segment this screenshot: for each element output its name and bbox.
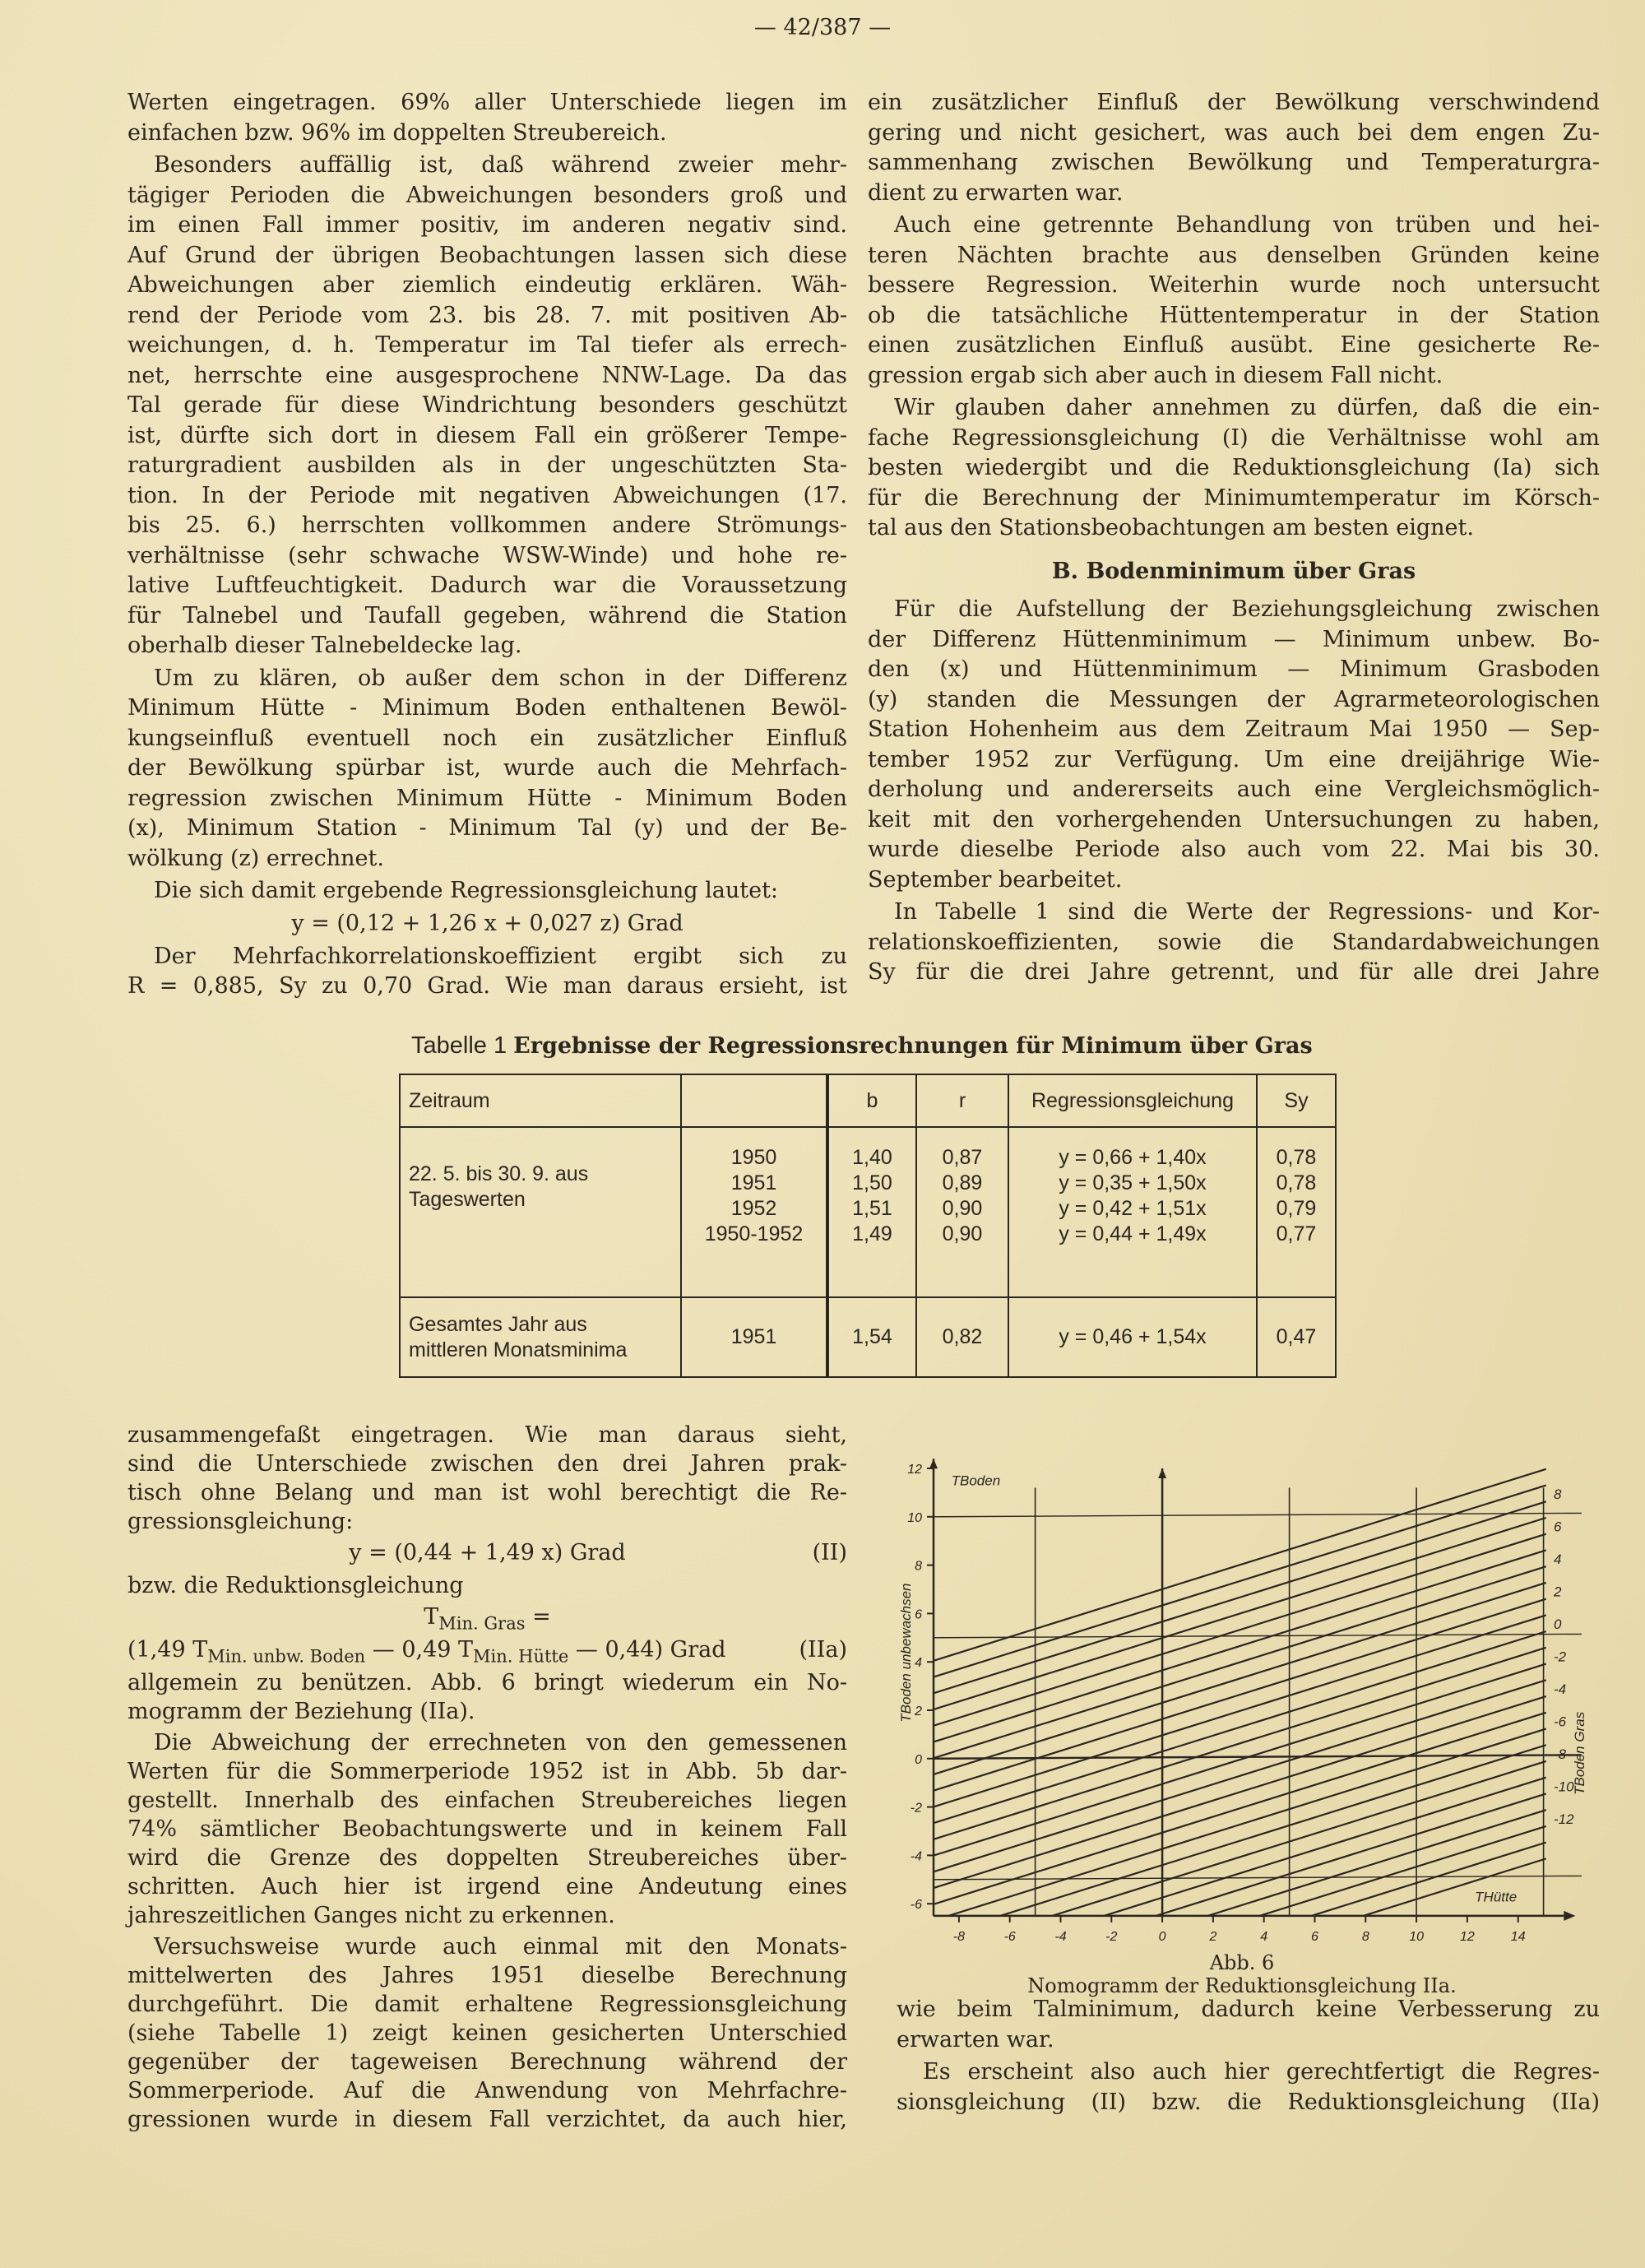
table-header-row — [400, 1074, 1336, 1127]
text-line: den (x) und Hüttenminimum — Minimum Grasboden — [868, 656, 1600, 682]
period-line: Tageswerten — [409, 1187, 526, 1211]
text-line: einen zusätzlichen Einfluß ausübt. Eine gesicherte Re- — [868, 332, 1600, 358]
text-line: (x), Minimum Station - Minimum Tal (y) und der Be- — [127, 815, 847, 841]
paragraph — [127, 151, 847, 661]
y-tick-label: -6 — [910, 1898, 922, 1913]
cell-value: y = 0,46 + 1,54x — [1059, 1325, 1207, 1348]
isoline-gras — [934, 1583, 1546, 1774]
cell-b — [827, 1297, 916, 1377]
text-line: jahreszeitlichen Ganges nicht zu erkennen. — [127, 1903, 615, 1928]
y-axis-label: TBoden unbewachsen — [898, 1583, 914, 1723]
equation-body — [424, 1604, 551, 1634]
cell-value: 1,51 — [852, 1196, 892, 1220]
y-tick-label: -2 — [910, 1801, 922, 1816]
paragraph — [897, 1995, 1600, 2055]
isoline-gras — [934, 1631, 1546, 1823]
isoline-gras — [1000, 1745, 1546, 1916]
text-line: dient zu erwarten war. — [868, 179, 1124, 206]
x-tick-label: 4 — [1260, 1929, 1268, 1944]
isoline-gras — [934, 1664, 1546, 1856]
header-b: b — [827, 1074, 916, 1127]
text-line: durchgeführt. Die damit erhaltene Regressionsgleichung — [127, 1992, 847, 2017]
arrow-icon — [1158, 1468, 1166, 1478]
paragraph — [868, 211, 1600, 391]
text-line: Station Hohenheim aus dem Zeitraum Mai 1950 — Sep- — [868, 717, 1600, 742]
text-line: für die Berechnung der Minimumtemperatur im Körsch- — [868, 485, 1600, 511]
text-column-bottom-right — [897, 1995, 1600, 2120]
text-line: oberhalb dieser Talnebeldecke lag. — [127, 633, 522, 658]
equation-text: — 0,49 T — [365, 1637, 474, 1663]
equation-body — [127, 1637, 726, 1667]
equation-text: (1,49 T — [127, 1637, 208, 1663]
paragraph — [127, 942, 847, 1002]
paragraph — [127, 1728, 847, 1930]
x-tick-label: -8 — [952, 1929, 966, 1944]
cell-value: 1950-1952 — [704, 1222, 804, 1245]
cell-r — [916, 1127, 1008, 1297]
paragraph — [127, 664, 847, 874]
text-line: mittelwerten des Jahres 1951 dieselbe Berechnung — [127, 1963, 847, 1988]
figure-label: Abb. 6 — [1209, 1951, 1275, 1974]
paragraph — [868, 88, 1600, 208]
cell-value: 1,54 — [852, 1325, 892, 1348]
x-tick-label: 6 — [1311, 1929, 1318, 1944]
equation-number: (IIa) — [799, 1637, 847, 1663]
text-column-bottom-left — [127, 1421, 847, 2136]
period-line: Gesamtes Jahr aus — [409, 1312, 587, 1336]
isoline-gras — [934, 1713, 1546, 1904]
cell-sy — [1257, 1127, 1336, 1297]
text-line: 74% sämtlicher Beobachtungswerte und in keinem Fall — [127, 1816, 847, 1842]
cell-value: 0,78 — [1276, 1145, 1317, 1169]
equation-text: y = (0,12 + 1,26 x + 0,027 z) Grad — [291, 910, 683, 936]
text-line: Wir glauben daher annehmen zu dürfen, daß die ein- — [894, 395, 1600, 420]
text-line: In Tabelle 1 sind die Werte der Regressions- und Kor- — [894, 899, 1600, 925]
text-line: allgemein zu benützen. Abb. 6 bringt wiederum ein No- — [127, 1670, 847, 1695]
text-line: R = 0,885, Sy zu 0,70 Grad. Wie man daraus ersieht, ist — [127, 973, 847, 999]
period-line: 22. 5. bis 30. 9. aus — [409, 1162, 589, 1185]
equation-body — [291, 911, 683, 936]
paragraph — [127, 88, 847, 148]
cell-equation — [1008, 1297, 1257, 1377]
paragraph — [127, 876, 847, 907]
cell-value: 0,47 — [1276, 1325, 1317, 1348]
x-tick-label: -6 — [1003, 1929, 1016, 1944]
text-line: sind die Unterschiede zwischen den drei Jahren prak- — [127, 1451, 847, 1477]
cell-period — [400, 1297, 681, 1377]
text-line: gressionen wurde in diesem Fall verzichtet, da auch hier, — [127, 2107, 847, 2132]
isoline-label: -2 — [1553, 1649, 1567, 1665]
text-line: Der Mehrfachkorrelationskoeffizient ergibt sich zu — [154, 943, 847, 969]
paragraph — [897, 2057, 1600, 2117]
paragraph — [868, 595, 1600, 895]
y-tick-label: -4 — [910, 1849, 922, 1864]
results-table — [399, 1074, 1337, 1378]
isoline-gras — [1052, 1761, 1546, 1916]
text-line: Sommerperiode. Auf die Anwendung von Mehrfachre- — [127, 2078, 847, 2103]
cell-value: 0,89 — [942, 1171, 983, 1194]
isoline-gras — [934, 1486, 1546, 1677]
equation — [127, 1635, 847, 1668]
text-line: Werten eingetragen. 69% aller Unterschiede liegen im — [127, 90, 847, 115]
text-column-top-left — [127, 88, 847, 1004]
equation-text: T — [424, 1604, 439, 1630]
paragraph — [127, 1421, 847, 1536]
cell-value: 1,40 — [852, 1145, 892, 1169]
cell-value: 1951 — [730, 1171, 777, 1194]
cell-r — [916, 1297, 1008, 1377]
text-line: schritten. Auch hier ist irgend eine Andeutung eines — [127, 1874, 847, 1899]
figure-caption: Nomogramm der Reduktionsgleichung IIa. — [1027, 1974, 1457, 1997]
text-line: ein zusätzlicher Einfluß der Bewölkung verschwindend — [868, 90, 1600, 115]
cell-sy — [1257, 1297, 1336, 1377]
text-line: ist, dürfte sich dort in diesem Fall ein größerer Tempe- — [127, 422, 847, 448]
cell-value: 0,87 — [942, 1145, 983, 1169]
isoline-gras — [934, 1469, 1546, 1661]
equation-text: y = (0,44 + 1,49 x) Grad — [349, 1540, 626, 1565]
header-r: r — [916, 1074, 1008, 1127]
text-line: der Differenz Hüttenminimum — Minimum unbew. Bo- — [868, 626, 1600, 652]
y-tick-label: 12 — [907, 1463, 922, 1477]
isoline-gras — [1363, 1858, 1545, 1916]
nomogram-figure — [872, 1448, 1612, 1991]
x-axis-arrow-icon — [1564, 1911, 1575, 1921]
cell-value: 0,90 — [942, 1222, 983, 1245]
table-row — [400, 1127, 1336, 1297]
text-line: wurde dieselbe Periode also auch vom 22. Mai bis 30. — [868, 837, 1600, 862]
text-line: Die Abweichung der errechneten von den gemessenen — [154, 1730, 847, 1755]
paragraph — [868, 897, 1600, 988]
x-tick-label: 12 — [1460, 1929, 1475, 1944]
text-line: zusammengefaßt eingetragen. Wie man daraus sieht, — [127, 1422, 847, 1448]
text-line: (y) standen die Messungen der Agrarmeteorologischen — [868, 686, 1600, 712]
isoline-label: 4 — [1553, 1551, 1562, 1568]
cell-value: y = 0,44 + 1,49x — [1059, 1222, 1207, 1245]
isoline-gras — [934, 1599, 1546, 1791]
text-line: gestellt. Innerhalb des einfachen Streubereiches liegen — [127, 1788, 847, 1813]
cell-years — [681, 1127, 827, 1297]
isoline-gras — [934, 1518, 1546, 1709]
text-line: bessere Regression. Weiterhin wurde noch untersucht — [868, 272, 1600, 298]
text-line: ob die tatsächliche Hüttentemperatur in der Station — [868, 302, 1600, 328]
paragraph — [127, 1668, 847, 1726]
equation-body — [349, 1540, 625, 1565]
cell-years — [681, 1297, 827, 1377]
y-tick-label: 10 — [907, 1510, 922, 1525]
cell-b — [827, 1127, 916, 1297]
isoline-label: 2 — [1553, 1584, 1562, 1600]
header-sy: Sy — [1257, 1074, 1336, 1127]
equation-text: — 0,44) Grad — [568, 1637, 726, 1663]
text-line: gering und nicht gesichert, was auch bei dem engen Zu- — [868, 119, 1600, 146]
x-tick-label: 14 — [1510, 1929, 1526, 1944]
isoline-label: -12 — [1553, 1811, 1574, 1827]
equation-subscript: Min. Hütte — [473, 1646, 569, 1667]
text-line: sionsgleichung (II) bzw. die Reduktionsgleichung (IIa) — [897, 2089, 1600, 2115]
reference-line-horizontal — [934, 1755, 1582, 1758]
cell-value: 1951 — [730, 1325, 777, 1348]
text-line: Um zu klären, ob außer dem schon in der Differenz — [154, 665, 847, 691]
text-line: raturgradient ausbilden als in der ungeschützten Sta- — [127, 452, 847, 478]
isoline-label: -8 — [1553, 1746, 1567, 1762]
isoline-gras — [1311, 1843, 1545, 1916]
text-line: (siehe Tabelle 1) zeigt keinen gesicherten Unterschied — [127, 2020, 847, 2046]
equation-subscript: Min. unbw. Boden — [207, 1646, 366, 1667]
x-tick-label: -4 — [1054, 1929, 1067, 1944]
isoline-gras — [934, 1680, 1546, 1871]
text-line: net, herrschte eine ausgesprochene NNW-Lage. Da das — [127, 362, 847, 388]
cell-value: y = 0,42 + 1,51x — [1059, 1196, 1207, 1220]
paragraph — [868, 393, 1600, 544]
text-column-top-right — [868, 88, 1600, 990]
text-line: kungseinfluß eventuell noch ein zusätzlicher Einfluß — [127, 725, 847, 751]
cell-value: 1,50 — [852, 1171, 892, 1194]
paragraph — [127, 1932, 847, 2134]
period-line: mittleren Monatsminima — [409, 1338, 628, 1361]
header-regressionsgleichung: Regressionsgleichung — [1008, 1074, 1257, 1127]
text-line: tion. In der Periode mit negativen Abweichungen (17. — [127, 482, 847, 508]
cell-equation — [1008, 1127, 1257, 1297]
equation-number: (II) — [812, 1540, 847, 1565]
cell-period — [400, 1127, 681, 1297]
text-line: einfachen bzw. 96% im doppelten Streubereich. — [127, 119, 667, 146]
isoline-label: 0 — [1553, 1616, 1562, 1633]
cell-value: 0,82 — [942, 1325, 983, 1348]
text-line: sammenhang zwischen Bewölkung und Temperaturgra- — [868, 150, 1600, 175]
table-caption — [411, 1032, 1313, 1060]
header-year — [681, 1074, 827, 1127]
text-line: erwarten war. — [897, 2026, 1054, 2052]
y-tick-label: 4 — [915, 1656, 922, 1671]
equation — [127, 1538, 847, 1571]
text-line: teren Nächten brachte aus denselben Gründen keine — [868, 242, 1600, 268]
text-line: Abweichungen aber ziemlich eindeutig erklären. Wäh- — [127, 272, 847, 298]
text-line: Tal gerade für diese Windrichtung besonders geschützt — [127, 392, 847, 418]
equation-text: = — [525, 1604, 551, 1630]
isoline-label: -10 — [1553, 1779, 1574, 1795]
isoline-gras — [934, 1501, 1546, 1693]
x-tick-label: -2 — [1105, 1929, 1118, 1944]
text-line: wölkung (z) errechnet. — [127, 845, 384, 871]
text-line: Es erscheint also auch hier gerechtfertigt die Regres- — [923, 2059, 1600, 2085]
text-line: wird die Grenze des doppelten Streubereiches über- — [127, 1845, 847, 1871]
text-line: Sy für die drei Jahre getrennt, und für alle drei Jahre — [868, 959, 1600, 985]
text-line: der Bewölkung spürbar ist, wurde auch die Mehrfach- — [127, 755, 847, 781]
cell-value: 0,90 — [942, 1196, 983, 1220]
text-line: derholung und andererseits auch eine Vergleichsmöglich- — [868, 777, 1600, 802]
text-line: bzw. die Reduktionsgleichung — [127, 1573, 464, 1598]
text-line: Besonders auffällig ist, daß während zweier mehr- — [154, 152, 847, 178]
isoline-label: 8 — [1553, 1486, 1562, 1503]
page-number: — 42/387 — — [753, 15, 892, 40]
text-line: keit mit den vorhergehenden Untersuchungen zu haben, — [868, 806, 1600, 833]
x-tick-label: 0 — [1158, 1929, 1166, 1944]
text-line: wie beim Talminimum, dadurch keine Verbesserung zu — [897, 1997, 1600, 2022]
y-axis-top-label: TBoden — [951, 1473, 1001, 1489]
text-line: lative Luftfeuchtigkeit. Dadurch war die Voraussetzung — [127, 573, 847, 598]
text-line: fache Regressionsgleichung (I) die Verhältnisse wohl am — [868, 424, 1600, 451]
y-tick-label: 6 — [915, 1607, 922, 1622]
text-line: tisch ohne Belang und man ist wohl berechtigt die Re- — [127, 1480, 847, 1505]
text-line: tember 1952 zur Verfügung. Um eine dreijährige Wie- — [868, 746, 1600, 772]
text-line: Werten für die Sommerperiode 1952 ist in Abb. 5b dar- — [127, 1759, 847, 1784]
cell-value: y = 0,35 + 1,50x — [1059, 1171, 1207, 1194]
text-line: Für die Aufstellung der Beziehungsgleichung zwischen — [894, 596, 1600, 622]
table-title: Ergebnisse der Regressionsrechnungen für Minimum über Gras — [513, 1033, 1313, 1059]
isoline-gras — [934, 1615, 1546, 1807]
text-line: relationskoeffizienten, sowie die Standardabweichungen — [868, 929, 1600, 955]
isoline-gras — [934, 1566, 1546, 1758]
right-axis-label: TBoden Gras — [1572, 1711, 1588, 1795]
y-axis-arrow-icon — [929, 1459, 938, 1468]
cell-value: 1952 — [730, 1196, 777, 1220]
text-line: Minimum Hütte - Minimum Boden enthaltenen Bewöl- — [127, 695, 847, 721]
text-line: rend der Periode vom 23. bis 28. 7. mit positiven Ab- — [127, 302, 847, 328]
text-line: für Talnebel und Taufall gegeben, während die Station — [127, 602, 847, 628]
text-line: regression zwischen Minimum Hütte - Minimum Boden — [127, 785, 847, 811]
x-tick-label: 8 — [1361, 1929, 1369, 1944]
text-line: Versuchsweise wurde auch einmal mit den Monats- — [154, 1934, 847, 1960]
isoline-gras — [934, 1648, 1546, 1839]
cell-value: 0,78 — [1276, 1171, 1317, 1194]
text-line: weichungen, d. h. Temperatur im Tal tiefer als errech- — [127, 332, 847, 358]
text-line: gegenüber der tageweisen Berechnung während der — [127, 2049, 847, 2075]
cell-value: 1950 — [730, 1145, 777, 1169]
isoline-gras — [934, 1696, 1546, 1888]
x-tick-label: 10 — [1409, 1929, 1424, 1944]
equation-subscript: Min. Gras — [438, 1613, 526, 1634]
text-line: gressionsgleichung: — [127, 1509, 354, 1534]
header-zeitraum: Zeitraum — [400, 1074, 681, 1127]
section-heading: B. Bodenminimum über Gras — [1051, 558, 1416, 584]
text-line: tal aus den Stationsbeobachtungen am besten eignet. — [868, 515, 1474, 540]
isoline-gras — [934, 1534, 1546, 1726]
reference-line-horizontal — [934, 1513, 1582, 1516]
isoline-label: -4 — [1553, 1681, 1567, 1698]
equation — [127, 909, 847, 942]
text-line: Die sich damit ergebende Regressionsgleichung lautet: — [154, 878, 779, 903]
y-tick-label: 8 — [915, 1559, 922, 1574]
cell-value: y = 0,66 + 1,40x — [1059, 1145, 1207, 1169]
text-line: gression ergab sich aber auch in diesem Fall nicht. — [868, 362, 1443, 388]
text-line: besten wiedergibt und die Reduktionsgleichung (Ia) sich — [868, 455, 1600, 480]
isoline-gras — [934, 1550, 1546, 1742]
text-line: Auch eine getrennte Behandlung von trüben und hei- — [894, 212, 1600, 238]
x-axis-label: THütte — [1475, 1889, 1518, 1905]
isoline-label: 6 — [1553, 1519, 1562, 1535]
cell-value: 1,49 — [852, 1222, 892, 1245]
cell-value: 0,77 — [1276, 1222, 1317, 1245]
paragraph — [127, 1571, 847, 1600]
y-tick-label: 2 — [915, 1704, 922, 1718]
text-line: verhältnisse (sehr schwache WSW-Winde) und hohe re- — [127, 542, 847, 568]
text-line: September bearbeitet. — [868, 866, 1123, 893]
table-label: Tabelle 1 — [411, 1032, 507, 1059]
text-line: mogramm der Beziehung (IIa). — [127, 1699, 475, 1724]
x-tick-label: 2 — [1209, 1929, 1217, 1944]
table-row — [400, 1297, 1336, 1377]
text-line: bis 25. 6.) herrschten vollkommen andere Strömungs- — [127, 513, 847, 538]
text-line: im einen Fall immer positiv, im anderen negativ sind. — [127, 212, 847, 238]
isoline-label: -6 — [1553, 1714, 1567, 1730]
y-tick-label: 0 — [915, 1752, 922, 1767]
cell-value: 0,79 — [1276, 1196, 1317, 1220]
equation — [127, 1602, 847, 1635]
text-line: tägiger Perioden die Abweichungen besonders groß und — [127, 182, 847, 208]
text-line: Auf Grund der übrigen Beobachtungen lassen sich diese — [127, 242, 847, 268]
